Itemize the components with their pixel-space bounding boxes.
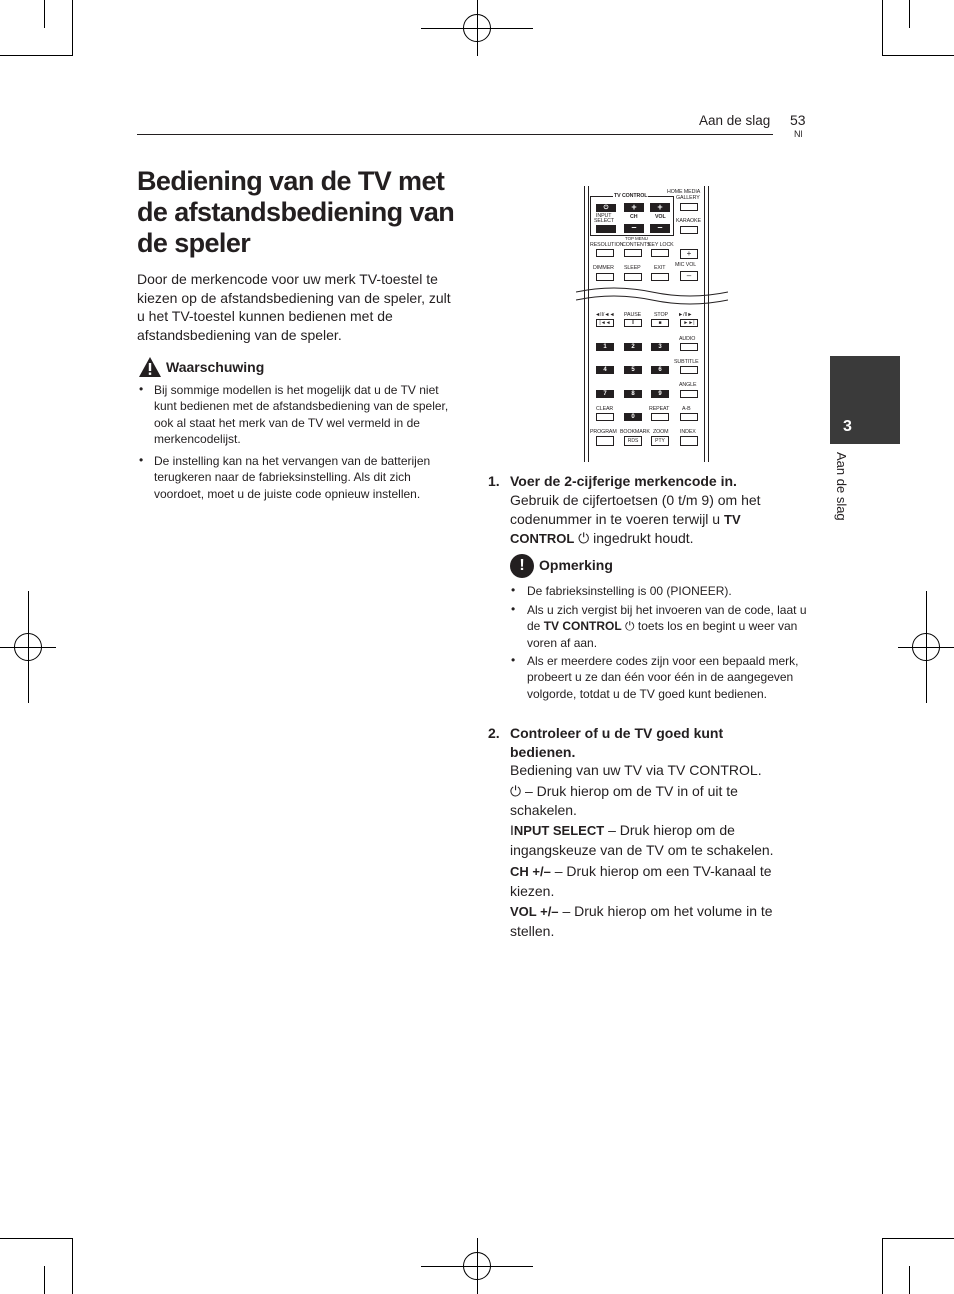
- exit-button: [651, 273, 669, 281]
- note-title: Opmerking: [539, 557, 613, 573]
- warning-item-2: De instelling kan na het vervangen van de batterijen terugkeren naar de fabrieksinstelling. Als dit zich voordoet, moet u de juiste code opnieuw instellen.: [154, 454, 431, 501]
- digit-6-button: 6: [651, 366, 669, 374]
- step-1-number: 1.: [488, 473, 500, 489]
- ab-label: A-B: [682, 406, 691, 412]
- resolution-label: RESOLUTION: [590, 242, 624, 248]
- digit-3-button: 3: [651, 343, 669, 351]
- stop-button: ■: [651, 319, 669, 327]
- home-media-button: [680, 203, 698, 211]
- input-select-button: [596, 225, 616, 233]
- dimmer-button: [596, 273, 614, 281]
- digit-0-button: 0: [624, 413, 642, 421]
- step-2-ch: [510, 862, 800, 900]
- prev-button: |◄◄: [596, 319, 614, 327]
- top-menu-label: TOP MENU: [625, 236, 648, 241]
- step-2-vol: [510, 902, 800, 940]
- step-2-vol-label: VOL +/–: [510, 904, 559, 919]
- karaoke-button: [680, 226, 698, 234]
- program-button: [596, 436, 614, 446]
- input-label-1: INPUT: [596, 213, 612, 219]
- note-item-2-c: toets los en begint u weer van voren af aan.: [527, 619, 798, 650]
- home-media-label-2: GALLERY: [676, 195, 700, 201]
- step-2-power-text: – Druk hierop om de TV in of uit te schakelen.: [510, 783, 738, 818]
- clear-label: CLEAR: [596, 406, 614, 412]
- stop-label: STOP: [654, 312, 668, 318]
- mic-vol-label: MIC VOL: [675, 262, 697, 268]
- step-2-vol-text: – Druk hierop om het volume in te stellen.: [510, 903, 773, 939]
- tv-control-label: TV CONTROL: [614, 193, 648, 199]
- step-2-number: 2.: [488, 725, 500, 741]
- digit-8-button: 8: [624, 390, 642, 398]
- ch-minus-button: –: [624, 224, 644, 233]
- bullet-dot: •: [139, 453, 144, 467]
- contents-button: [624, 249, 642, 257]
- step-2-input: [510, 821, 800, 859]
- warning-title: Waarschuwing: [166, 359, 265, 375]
- step-2-heading-b: goed kunt: [656, 725, 724, 741]
- step-1-control: CONTROL: [510, 531, 575, 546]
- digit-2-button: 2: [624, 343, 642, 351]
- step-1-heading: Voer de 2-cijferige merkencode in.: [510, 473, 737, 489]
- key-lock-label: KEY LOCK: [648, 242, 674, 248]
- audio-label: AUDIO: [679, 336, 696, 342]
- note-item-3: Als er meerdere codes zijn voor een bepaald merk, probeert u ze dan één voor één in de aangegeven volgorde, totdat u de TV goed kunt bedienen.: [527, 654, 799, 701]
- clear-button: [596, 413, 614, 421]
- digit-7-button: 7: [596, 390, 614, 398]
- bullet-dot: •: [511, 653, 516, 667]
- digit-4-button: 4: [596, 366, 614, 374]
- step-1-text-a: Gebruik de cijfertoetsen (0 t/m 9) om het codenummer in te voeren terwijl u: [510, 492, 761, 527]
- note-icon: !: [510, 554, 534, 578]
- step-2-input-text: – Druk hierop om de ingangskeuze van de TV om te schakelen.: [510, 822, 774, 858]
- repeat-label: REPEAT: [649, 406, 670, 412]
- pause-button: II: [624, 319, 642, 327]
- bookmark-button: RDS: [624, 436, 642, 446]
- chapter-number: 3: [843, 418, 852, 435]
- power-icon: ⏻: [625, 619, 635, 634]
- step-2-input-prefix: I: [510, 822, 514, 838]
- subtitle-label: SUBTITLE: [674, 359, 699, 365]
- step-2-heading-tv: TV: [634, 725, 653, 741]
- sleep-button: [624, 273, 642, 281]
- vol-plus-button: +: [650, 203, 670, 212]
- home-media-label-1: HOME MEDIA: [667, 189, 701, 195]
- input-label-2: SELECT: [594, 218, 615, 224]
- step-2-heading: [510, 724, 790, 761]
- page-number: 53: [790, 112, 806, 128]
- warning-item-1: Bij sommige modellen is het mogelijk dat u de TV niet kunt bedienen met de afstandsbediening van de speler, ook al staat het merk van de TV wel vermeld in de merkencodelijst.: [154, 383, 449, 446]
- prev-label: ◄II/◄◄: [595, 312, 615, 318]
- step-2-line-1: Bediening van uw TV via TV CONTROL.: [510, 762, 762, 778]
- step-2-ch-text: – Druk hierop om een TV-kanaal te kiezen.: [510, 863, 772, 899]
- digit-1-button: 1: [596, 343, 614, 351]
- step-1-text-b: ingedrukt houdt.: [593, 530, 694, 546]
- digit-9-button: 9: [651, 390, 669, 398]
- contents-label: CONTENTS: [622, 242, 651, 248]
- key-lock-button: [651, 249, 669, 257]
- audio-button: [680, 343, 698, 351]
- note-item-1: De fabrieksinstelling is 00 (PIONEER).: [527, 584, 732, 598]
- bullet-dot: •: [139, 382, 144, 396]
- ch-plus-button: +: [624, 203, 644, 212]
- ab-button: [680, 413, 698, 421]
- angle-button: [680, 390, 698, 398]
- step-2-heading-c: bedienen.: [510, 743, 576, 760]
- vol-minus-button: –: [650, 224, 670, 233]
- mic-plus-button: +: [680, 249, 698, 259]
- resolution-button: [596, 249, 614, 257]
- step-2-input-label: NPUT SELECT: [513, 823, 605, 838]
- chapter-tab: [830, 356, 900, 444]
- bookmark-label: BOOKMARK: [620, 429, 650, 435]
- step-1-tv: TV: [724, 511, 741, 527]
- digit-5-button: 5: [624, 366, 642, 374]
- note-item-2-a: Als u zich vergist bij het invoeren van de code, laat u de: [527, 603, 807, 634]
- sleep-label: SLEEP: [624, 265, 641, 271]
- subtitle-button: [680, 366, 698, 374]
- next-label: ►/II►: [678, 312, 693, 318]
- page-title: Bediening van de TV met de afstandsbediening van de speler: [137, 166, 455, 258]
- zoom-label: ZOOM: [653, 429, 669, 435]
- bullet-dot: •: [511, 602, 516, 616]
- karaoke-label: KARAOKE: [676, 218, 701, 224]
- index-label: INDEX: [680, 429, 696, 435]
- pause-label: PAUSE: [624, 312, 642, 318]
- angle-label: ANGLE: [679, 382, 697, 388]
- bullet-dot: •: [511, 583, 516, 597]
- header-rule: [137, 134, 773, 135]
- step-2-heading-a: Controleer of u de: [510, 725, 631, 741]
- remote-control-illustration: [576, 186, 728, 462]
- vol-label: VOL: [655, 214, 666, 220]
- step-2-power: [510, 782, 790, 819]
- step-2-ch-label: CH +/–: [510, 864, 551, 879]
- power-icon: ⏻: [510, 783, 522, 799]
- tv-power-button: ⏻: [596, 204, 616, 212]
- repeat-button: [651, 413, 669, 421]
- program-label: PROGRAM: [590, 429, 617, 435]
- next-button: ►►|: [680, 319, 698, 327]
- note-item-2: [527, 602, 807, 651]
- language-code: Nl: [794, 129, 803, 139]
- index-button: [680, 436, 698, 446]
- power-icon: ⏻: [578, 530, 590, 546]
- header-section: Aan de slag: [699, 113, 771, 128]
- note-item-2-tv-control: TV CONTROL: [543, 619, 622, 634]
- step-1-text: [510, 491, 790, 549]
- ch-label: CH: [630, 214, 638, 220]
- warning-icon: [138, 356, 162, 378]
- chapter-side-label: Aan de slag: [834, 452, 849, 521]
- dimmer-label: DIMMER: [593, 265, 614, 271]
- zoom-button: PTY: [651, 436, 669, 446]
- mic-minus-button: –: [680, 271, 698, 281]
- intro-paragraph: Door de merkencode voor uw merk TV-toestel te kiezen op de afstandsbediening van de speler, zult u het TV-toestel kunnen bedienen met de afstandsbediening van de speler.: [137, 271, 451, 343]
- remote-break-lines: [576, 282, 728, 312]
- exit-label: EXIT: [654, 265, 666, 271]
